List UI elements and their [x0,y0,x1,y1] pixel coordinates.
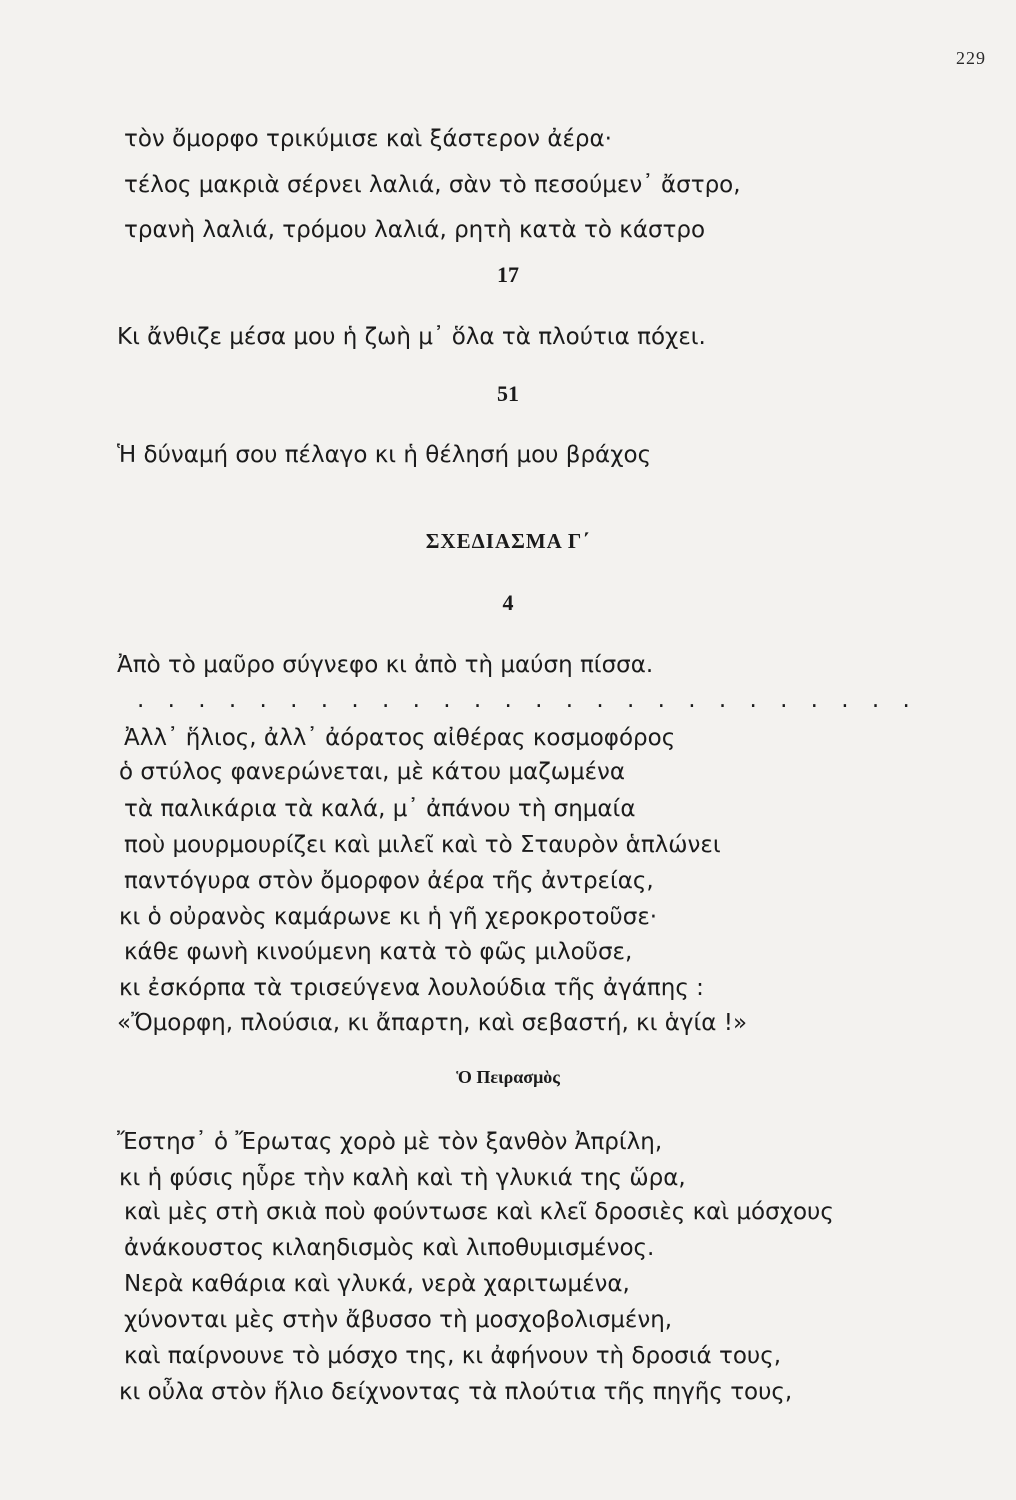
verse-line: ἀνάκουστος κιλαηδισμὸς καὶ λιποθυμισμένος. [124,1235,655,1261]
poem-subtitle: Ὁ Πειρασμὸς [456,1067,560,1087]
verse-line: καὶ παίρνουνε τὸ μόσχο της, κι ἀφήνουν τὴ δροσιά τους, [124,1343,782,1369]
verse-line: ποὺ μουρμουρίζει καὶ μιλεῖ καὶ τὸ Σταυρὸν ἁπλώνει [124,832,721,858]
page-number: 229 [956,48,986,68]
verse-line: τέλος μακριὰ σέρνει λαλιά, σὰν τὸ πεσούμεν᾿ ἄστρο, [124,172,741,198]
verse-line: τὰ παλικάρια τὰ καλά, μ᾿ ἀπάνου τὴ σημαία [124,796,636,822]
verse-line: παντόγυρα στὸν ὄμορφον ἀέρα τῆς ἀντρείας, [124,868,654,894]
verse-line: «Ὄμορφη, πλούσια, κι ἄπαρτη, καὶ σεβαστή, κι ἁγία !» [117,1010,748,1036]
verse-line: κι ἐσκόρπα τὰ τρισεύγενα λουλούδια τῆς ἀγάπης : [119,975,704,1001]
verse-line: ὁ στύλος φανερώνεται, μὲ κάτου μαζωμένα [119,759,626,785]
verse-line: Ἀλλ᾿ ἥλιος, ἀλλ᾿ ἀόρατος αἰθέρας κοσμοφόρος [124,725,676,751]
section-title: ΣΧΕΔΙΑΣΜΑ Γ΄ [425,529,591,553]
fragment-number-17: 17 [497,262,519,287]
verse-line: κι ἡ φύσις ηὗρε τὴν καλὴ καὶ τὴ γλυκιά της ὥρα, [119,1165,686,1191]
ellipsis-dots: . . . . . . . . . . . . . . . . . . . . . . . . . . [137,687,918,713]
verse-line: τρανὴ λαλιά, τρόμου λαλιά, ρητὴ κατὰ τὸ κάστρο [124,217,706,243]
verse-line: κι ὁ οὐρανὸς καμάρωνε κι ἡ γῆ χεροκροτοῦσε· [119,904,658,930]
verse-line: κι οὖλα στὸν ἥλιο δείχνοντας τὰ πλούτια τῆς πηγῆς τους, [119,1379,793,1405]
verse-line: Κι ἄνθιζε μέσα μου ἡ ζωὴ μ᾿ ὅλα τὰ πλούτια πόχει. [117,324,706,350]
verse-line: καὶ μὲς στὴ σκιὰ ποὺ φούντωσε καὶ κλεῖ δροσιὲς καὶ μόσχους [124,1199,834,1225]
fragment-number-4: 4 [502,590,514,615]
verse-line: χύνονται μὲς στὴν ἄβυσσο τὴ μοσχοβολισμένη, [124,1307,673,1333]
verse-line: Ἀπὸ τὸ μαῦρο σύγνεφο κι ἀπὸ τὴ μαύση πίσσα. [117,652,654,678]
verse-line: Νερὰ καθάρια καὶ γλυκά, νερὰ χαριτωμένα, [124,1271,630,1297]
verse-line: Ἔστησ᾿ ὁ Ἔρωτας χορὸ μὲ τὸν ξανθὸν Ἀπρίλη, [117,1129,663,1155]
verse-line: Ἡ δύναμή σου πέλαγο κι ἡ θέλησή μου βράχος [117,442,652,468]
fragment-number-51: 51 [497,381,519,406]
verse-line: τὸν ὄμορφο τρικύμισε καὶ ξάστερον ἀέρα· [124,126,612,152]
verse-line: κάθε φωνὴ κινούμενη κατὰ τὸ φῶς μιλοῦσε, [124,939,633,965]
